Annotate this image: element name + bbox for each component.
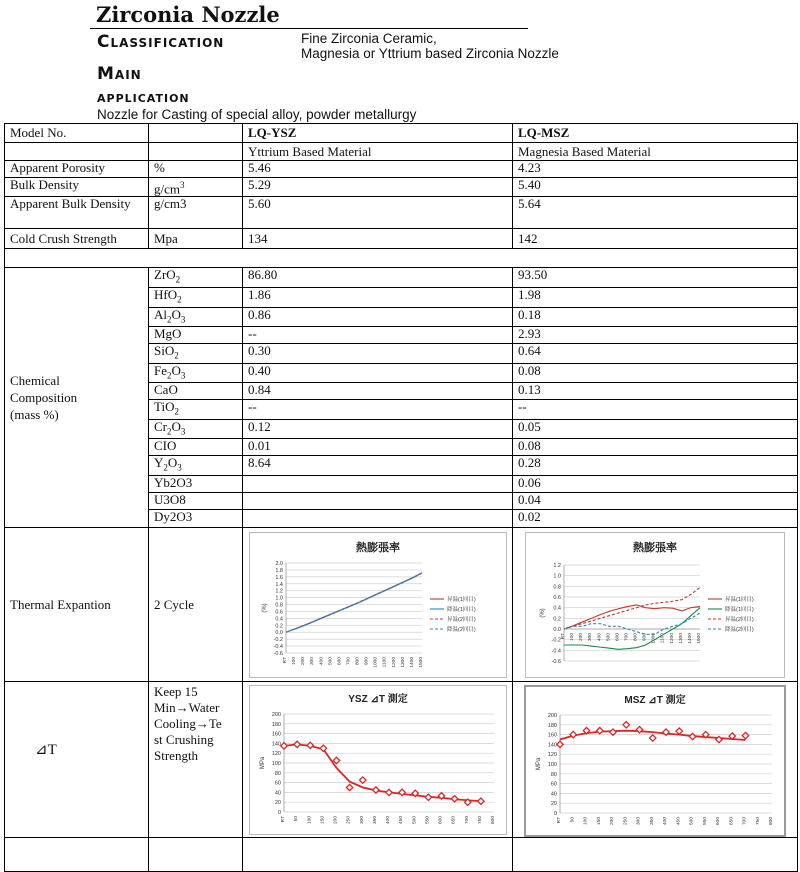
ysz-value: -- [243, 327, 513, 344]
x-tick-label: 1300 [678, 632, 684, 644]
y-tick-label: 1.2 [274, 588, 283, 595]
chart-title: YSZ ⊿T 測定 [347, 694, 408, 706]
y-tick-label: 180 [547, 722, 557, 729]
main-label: Main [97, 64, 142, 84]
msz-value: 2.93 [513, 327, 798, 344]
y-axis-label: (%) [540, 607, 546, 618]
x-tick-label: 1500 [697, 632, 702, 644]
property-name: Bulk Density [5, 178, 149, 197]
spacer-row [5, 249, 798, 268]
compound-name: ZrO$_2$ [149, 268, 243, 288]
x-tick-label: 800 [490, 816, 496, 825]
x-tick-label: 450 [398, 816, 404, 825]
legend-label: 昇温(1回目) [725, 596, 754, 603]
delta-t-label: ⊿T [35, 741, 57, 758]
x-tick-label: 600 [438, 816, 443, 825]
x-tick-label: 750 [755, 817, 761, 826]
y-tick-label: -0.2 [551, 637, 561, 644]
y-tick-label: 2.0 [274, 560, 283, 567]
x-tick-label: 50 [293, 816, 299, 822]
compound-name: $Fe_2O_3$ [149, 363, 243, 383]
x-tick-label: 650 [729, 817, 735, 826]
x-tick-label: 500 [606, 632, 612, 641]
ysz-value: 5.60 [243, 197, 513, 229]
y-tick-label: 100 [547, 762, 557, 769]
data-point [346, 784, 352, 790]
data-point [293, 741, 299, 747]
table-header-row [5, 124, 798, 143]
data-point [385, 789, 391, 795]
ysz-value: 0.01 [243, 439, 513, 456]
y-tick-label: 0.8 [553, 583, 561, 590]
y-tick-label: 40 [550, 791, 557, 798]
compound-name: $Cr_2O_3$ [149, 419, 243, 439]
x-tick-label: 900 [364, 656, 370, 665]
y-tick-label: 180 [271, 721, 281, 728]
compound-name: $Al_2O_3$ [149, 307, 243, 327]
ysz-value: 5.29 [243, 178, 513, 197]
data-point [557, 741, 563, 747]
y-tick-label: 1.2 [553, 562, 561, 569]
y-tick-label: 0.2 [274, 622, 283, 629]
y-tick-label: 60 [274, 780, 281, 787]
ysz-value: -- [243, 400, 513, 420]
x-tick-label: 300 [309, 656, 315, 665]
x-tick-label: 1400 [409, 656, 415, 668]
x-tick-label: RT [557, 817, 562, 824]
legend-label: 降温(1回目) [446, 606, 476, 613]
table-row [5, 197, 798, 229]
x-tick-label: 800 [355, 656, 361, 665]
y-tick-label: 0.6 [274, 609, 283, 616]
x-tick-label: 200 [610, 817, 615, 826]
y-tick-label: -0.4 [273, 643, 283, 650]
msz-value: 0.08 [513, 363, 798, 383]
x-tick-label: 1500 [418, 656, 424, 668]
y-tick-label: 120 [547, 752, 557, 759]
compound-name: Yb2O3 [149, 476, 243, 493]
x-tick-label: 700 [742, 817, 748, 826]
x-tick-label: 500 [327, 656, 333, 665]
application-label: application [97, 87, 190, 106]
y-tick-label: -0.4 [551, 647, 561, 654]
y-tick-label: 1.0 [553, 573, 561, 580]
thermal-row [5, 528, 798, 682]
compound-name: TiO$_2$ [149, 400, 243, 420]
ysz-value: 1.86 [243, 287, 513, 307]
data-point [650, 735, 656, 741]
x-tick-label: 1000 [373, 656, 379, 668]
y-tick-label: -0.2 [273, 636, 283, 643]
msz-value: 0.02 [513, 510, 798, 528]
chart-title: MSZ ⊿T 測定 [624, 695, 686, 707]
legend-label: 昇温(2回目) [446, 616, 476, 623]
property-unit: g/cm3 [149, 197, 243, 229]
x-tick-label: 50 [570, 817, 576, 823]
x-tick-label: 300 [359, 816, 365, 825]
x-tick-label: 350 [372, 816, 378, 825]
y-tick-label: 0.4 [274, 615, 283, 622]
property-name: Apparent Bulk Density [5, 197, 149, 229]
title-underline [90, 28, 528, 29]
series-line [286, 573, 422, 632]
x-tick-label: 400 [385, 816, 391, 825]
property-unit: % [149, 161, 243, 178]
y-tick-label: 0.0 [553, 626, 561, 633]
msz-value: 0.28 [513, 456, 798, 476]
msz-delta-t-chart [524, 685, 786, 837]
table-row [5, 268, 798, 288]
ysz-delta-t-chart [249, 685, 507, 835]
msz-value: 0.05 [513, 419, 798, 439]
y-tick-label: 0.2 [553, 615, 561, 622]
x-tick-label: 200 [300, 656, 306, 665]
x-tick-label: 100 [583, 817, 589, 826]
legend-label: 降温(2回目) [725, 626, 754, 633]
data-point [425, 794, 431, 800]
x-tick-label: 1400 [687, 632, 693, 644]
x-tick-label: 1100 [382, 656, 388, 667]
x-tick-label: 350 [649, 817, 655, 826]
y-tick-label: 0 [277, 810, 281, 817]
y-axis-label: (%) [261, 602, 268, 613]
series-line [286, 572, 422, 632]
ysz-value: 0.86 [243, 307, 513, 327]
x-tick-label: 450 [676, 817, 682, 826]
ysz-value: 0.40 [243, 363, 513, 383]
ysz-value: 8.64 [243, 456, 513, 476]
y-tick-label: 1.4 [274, 581, 283, 588]
y-tick-label: 80 [274, 770, 281, 777]
y-tick-label: -0.6 [551, 658, 561, 665]
y-tick-label: 20 [550, 801, 557, 808]
compound-name: CIO [149, 439, 243, 456]
x-tick-label: 550 [424, 816, 430, 825]
thermal-cycle: 2 Cycle [149, 528, 243, 682]
ysz-value: 0.12 [243, 419, 513, 439]
x-tick-label: 150 [596, 817, 602, 826]
x-tick-label: 1000 [651, 632, 657, 644]
msz-value: -- [513, 400, 798, 420]
compound-name: Dy2O3 [149, 510, 243, 528]
x-tick-label: 200 [333, 816, 338, 825]
x-tick-label: 250 [623, 817, 629, 826]
document-title: Zirconia Nozzle [96, 2, 280, 27]
y-tick-label: 0.4 [553, 605, 561, 612]
x-tick-label: 250 [346, 816, 352, 825]
chart-title: 熱膨張率 [355, 541, 400, 554]
series-line [564, 587, 700, 629]
y-tick-label: 140 [271, 741, 281, 748]
data-point [623, 722, 629, 728]
data-point [451, 796, 457, 802]
x-tick-label: 500 [689, 817, 695, 826]
y-tick-label: 1.0 [274, 595, 283, 602]
thermal-label: Thermal Expantion [5, 528, 149, 682]
x-tick-label: 900 [642, 632, 648, 641]
delta-t-description: Keep 15 Min→Water Cooling→Te st Crushing Strength [149, 682, 243, 838]
msz-thermal-chart [525, 532, 785, 678]
x-tick-label: 600 [716, 817, 721, 826]
legend-label: 降温(1回目) [725, 606, 754, 613]
msz-value: 1.98 [513, 287, 798, 307]
ysz-model-name: LQ-YSZ [243, 124, 513, 143]
table-row [5, 161, 798, 178]
data-point [477, 798, 483, 804]
msz-value: 0.06 [513, 476, 798, 493]
property-name: Cold Crush Strength [5, 229, 149, 249]
x-tick-label: 1300 [400, 656, 406, 668]
chemical-composition-label: Chemical Composition (mass %) [5, 268, 149, 528]
x-tick-label: 1200 [391, 656, 397, 668]
ysz-thermal-chart [249, 532, 507, 678]
compound-name: U3O8 [149, 493, 243, 510]
property-unit: Mpa [149, 229, 243, 249]
data-point [676, 728, 682, 734]
y-tick-label: 80 [550, 771, 557, 778]
msz-value: 0.18 [513, 307, 798, 327]
ysz-value [243, 510, 513, 528]
property-name: Apparent Porosity [5, 161, 149, 178]
y-axis-label: MPa [259, 756, 266, 770]
data-point [320, 745, 326, 751]
data-point [597, 728, 603, 734]
model-label-cell: Model No. [5, 124, 149, 143]
y-tick-label: 0.6 [553, 594, 561, 601]
x-tick-label: 500 [411, 816, 417, 825]
series-line [286, 572, 422, 632]
x-tick-label: RT [280, 816, 286, 823]
ysz-value: 5.46 [243, 161, 513, 178]
classification-line-1: Fine Zirconia Ceramic, [301, 31, 437, 46]
y-tick-label: 200 [271, 712, 281, 719]
y-tick-label: 140 [547, 742, 557, 749]
x-tick-label: 550 [702, 817, 708, 826]
compound-name: HfO$_2$ [149, 287, 243, 307]
x-tick-label: 100 [291, 656, 297, 665]
delta-t-row [5, 682, 798, 838]
y-tick-label: 60 [550, 781, 557, 788]
msz-value: 5.64 [513, 197, 798, 229]
msz-value: 142 [513, 229, 798, 249]
y-tick-label: 200 [547, 713, 557, 720]
legend-label: 昇温(1回目) [446, 596, 476, 603]
x-tick-label: 700 [464, 816, 470, 825]
ysz-value [243, 493, 513, 510]
y-tick-label: 0.0 [274, 629, 283, 636]
classification-line-2: Magnesia or Yttrium based Zirconia Nozzle [301, 46, 559, 61]
y-tick-label: 1.8 [274, 567, 283, 574]
y-tick-label: 160 [547, 732, 557, 739]
series-line [286, 573, 422, 632]
y-tick-label: 1.6 [274, 574, 283, 581]
application-text: Nozzle for Casting of special alloy, powder metallurgy [97, 107, 417, 122]
msz-value: 0.64 [513, 344, 798, 364]
x-tick-label: 200 [579, 632, 585, 641]
y-tick-label: 20 [274, 800, 281, 807]
spec-table [4, 123, 798, 872]
ysz-value: 0.84 [243, 383, 513, 400]
ysz-material: Yttrium Based Material [243, 143, 513, 161]
legend-label: 昇温(2回目) [725, 616, 754, 623]
x-tick-label: 1200 [669, 632, 675, 644]
x-tick-label: 150 [319, 816, 325, 825]
x-tick-label: 400 [318, 656, 324, 665]
msz-value: 93.50 [513, 268, 798, 288]
compound-name: $Y_2O_3$ [149, 456, 243, 476]
x-tick-label: 300 [588, 632, 594, 641]
series-line [564, 613, 700, 634]
x-tick-label: 100 [306, 816, 312, 825]
x-tick-label: 300 [636, 817, 642, 826]
table-row [5, 178, 798, 197]
msz-model-name: LQ-MSZ [513, 124, 798, 143]
compound-name: SiO$_2$ [149, 344, 243, 364]
y-tick-label: -0.6 [273, 650, 283, 657]
msz-value: 4.23 [513, 161, 798, 178]
msz-value: 5.40 [513, 178, 798, 197]
x-tick-label: 600 [615, 632, 621, 641]
ysz-value: 86.80 [243, 268, 513, 288]
legend-label: 降温(2回目) [446, 626, 476, 633]
x-tick-label: 750 [477, 816, 483, 825]
document-header [0, 0, 800, 122]
x-tick-label: RT [561, 632, 566, 639]
x-tick-label: RT [282, 656, 288, 663]
y-tick-label: 100 [271, 761, 281, 768]
x-tick-label: 650 [451, 816, 457, 825]
chart-title: 熱膨張率 [633, 541, 677, 554]
msz-value: 0.08 [513, 439, 798, 456]
x-tick-label: 600 [336, 656, 342, 665]
x-tick-label: 700 [624, 632, 630, 641]
msz-value: 0.04 [513, 493, 798, 510]
msz-material: Magnesia Based Material [513, 143, 798, 161]
msz-value: 0.13 [513, 383, 798, 400]
x-tick-label: 400 [663, 817, 668, 826]
compound-name: MgO [149, 327, 243, 344]
x-tick-label: 1100 [660, 632, 666, 643]
y-tick-label: 0 [553, 811, 557, 818]
compound-name: CaO [149, 383, 243, 400]
x-tick-label: 800 [769, 817, 774, 826]
ysz-value [243, 476, 513, 493]
ysz-value: 0.30 [243, 344, 513, 364]
y-tick-label: 40 [274, 790, 281, 797]
y-tick-label: 0.8 [274, 602, 283, 609]
y-tick-label: 120 [271, 751, 281, 758]
table-subheader-row [5, 143, 798, 161]
property-unit: $g/cm^3$ [149, 178, 243, 197]
x-tick-label: 400 [597, 632, 603, 641]
table-row [5, 229, 798, 249]
y-axis-label: MPa [536, 757, 542, 771]
x-tick-label: 700 [345, 656, 351, 665]
classification-label: Classification [97, 32, 225, 52]
data-point [742, 732, 748, 738]
ysz-value: 134 [243, 229, 513, 249]
x-tick-label: 800 [633, 632, 639, 641]
y-tick-label: 160 [271, 731, 281, 738]
x-tick-label: 100 [570, 632, 576, 641]
